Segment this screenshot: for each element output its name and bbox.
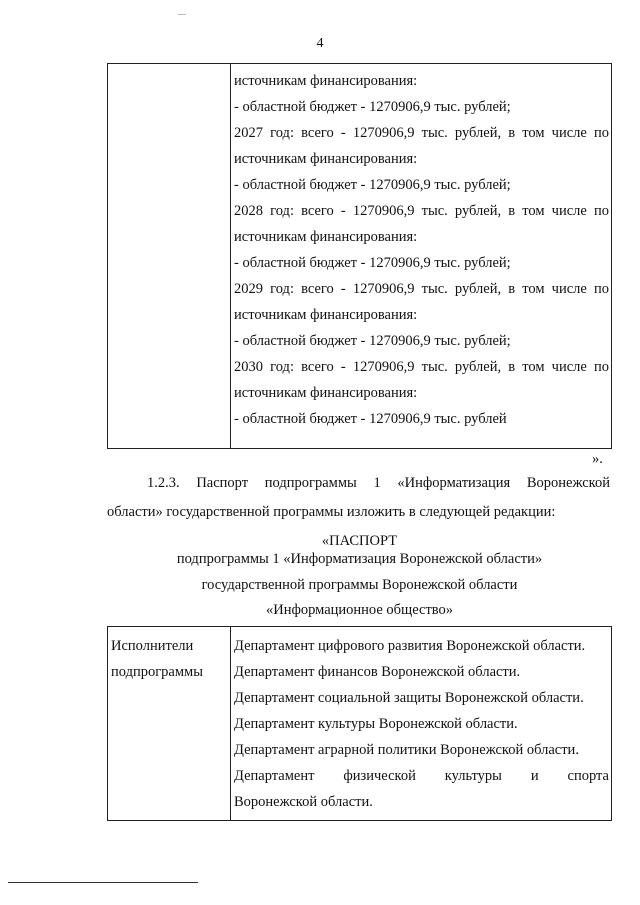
paragraph-line: 1.2.3. Паспорт подпрограммы 1 «Информатизация Воронежской (147, 475, 610, 491)
scan-artifact (178, 14, 186, 15)
closing-quote: ». (592, 451, 603, 467)
passport-subtitle: «Информационное общество» (265, 602, 454, 618)
text-line: - областной бюджет - 1270906,9 тыс. рублей; (234, 255, 511, 271)
table-cell-funding (231, 64, 612, 449)
text-line: источникам финансирования: (234, 151, 418, 167)
table-cell-executors (231, 627, 612, 821)
text-line: 2028 год: всего - 1270906,9 тыс. рублей, в том числе по (234, 203, 609, 219)
text-line: источникам финансирования: (234, 229, 418, 245)
text-line: источникам финансирования: (234, 73, 418, 89)
text-line: Департамент финансов Воронежской области. (234, 664, 521, 680)
text-line: Департамент культуры Воронежской области. (234, 716, 518, 732)
funding-lines (231, 64, 611, 432)
executors-label (108, 627, 230, 685)
funding-table (107, 63, 612, 449)
page-number: 4 (316, 36, 324, 51)
table-row (108, 64, 612, 449)
text-line: 2029 год: всего - 1270906,9 тыс. рублей, в том числе по (234, 281, 609, 297)
text-line: 2030 год: всего - 1270906,9 тыс. рублей, в том числе по (234, 359, 609, 375)
executors-table (107, 626, 612, 821)
text-line: источникам финансирования: (234, 307, 418, 323)
text-line: Исполнители (111, 638, 194, 654)
passport-subtitle: подпрограммы 1 «Информатизация Воронежской области» (176, 551, 543, 567)
footer-rule (8, 882, 198, 883)
text-line: 2027 год: всего - 1270906,9 тыс. рублей, в том числе по (234, 125, 609, 141)
table-cell-label (108, 627, 231, 821)
paragraph-line: области» государственной программы изложить в следующей редакции: (107, 504, 556, 520)
passport-title: «ПАСПОРТ (321, 533, 398, 549)
text-line: Департамент цифрового развития Воронежской области. (234, 638, 586, 654)
text-line: подпрограммы (111, 664, 203, 680)
text-line: - областной бюджет - 1270906,9 тыс. рублей; (234, 177, 511, 193)
text-line: - областной бюджет - 1270906,9 тыс. рублей (234, 411, 507, 427)
text-line: - областной бюджет - 1270906,9 тыс. рублей; (234, 99, 511, 115)
text-line: Департамент физической культуры и спорта (234, 768, 609, 784)
text-line: источникам финансирования: (234, 385, 418, 401)
amendment-paragraph (107, 469, 612, 527)
text-line: - областной бюджет - 1270906,9 тыс. рублей; (234, 333, 511, 349)
text-line: Департамент аграрной политики Воронежской области. (234, 742, 579, 758)
table-cell-label-empty (108, 64, 231, 449)
passport-subtitle: государственной программы Воронежской области (201, 577, 518, 593)
text-line: Департамент социальной защиты Воронежской области. (234, 690, 584, 706)
executors-list (231, 627, 611, 815)
text-line: Воронежской области. (234, 794, 373, 810)
table-row (108, 627, 612, 821)
